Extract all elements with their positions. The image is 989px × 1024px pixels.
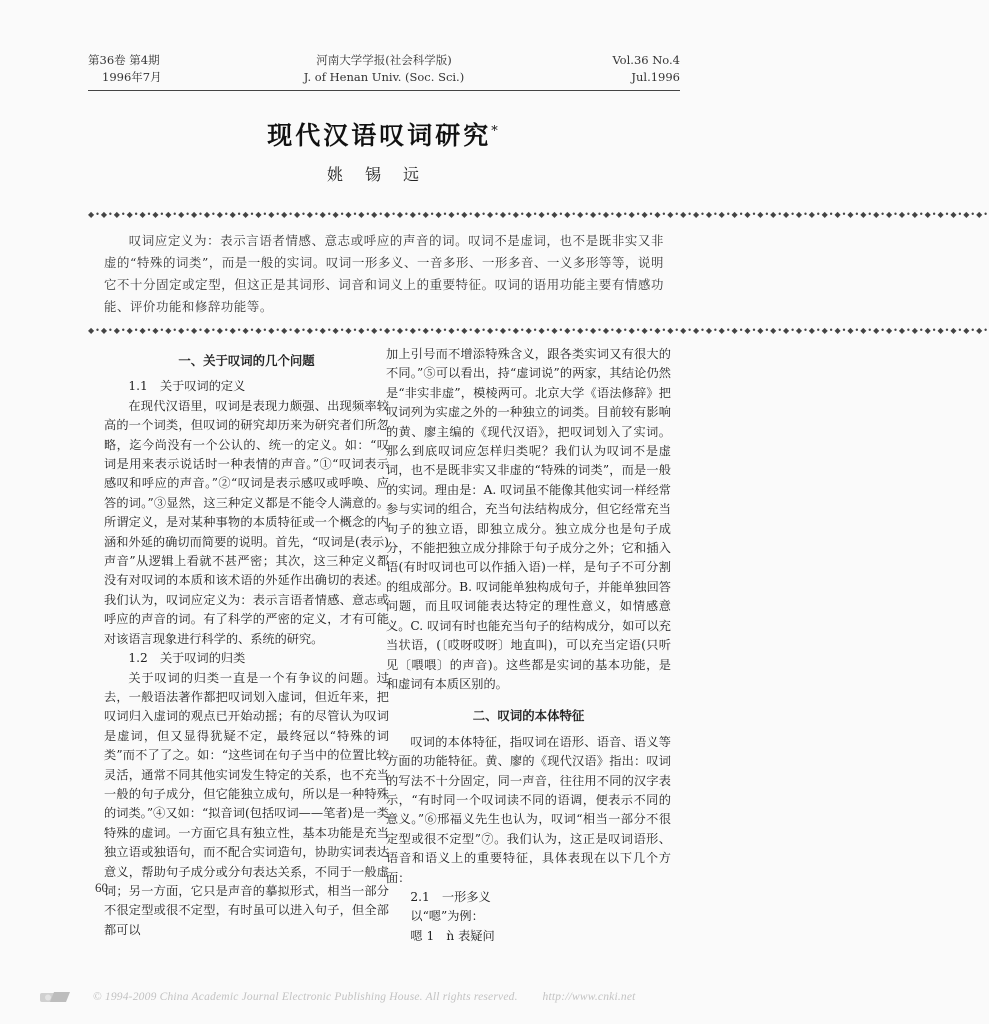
running-header [88,52,680,92]
subsection-heading-2-1: 2.1 一形多义 [410,889,491,904]
section-heading-2: 二、叹词的本体特征 [472,708,585,724]
page-number: 60 [95,880,108,895]
article-title [0,116,768,152]
section-heading-1: 一、关于叹词的几个问题 [178,353,315,368]
header-rule [88,90,680,91]
left-column [104,345,389,940]
date-en: Jul.1996 [631,70,680,84]
subsection-heading-1-2: 1.2 关于叹词的归类 [128,651,246,666]
title-text: 现代汉语叹词研究 [267,121,492,150]
header-right [612,52,680,86]
subsection-heading-1-1: 1.1 关于叹词的定义 [128,379,246,394]
cnki-logo-icon [40,990,74,1004]
journal-name-cn: 河南大学学报(社会科学版) [316,53,452,67]
abstract-text: 叹词应定义为：表示言语者情感、意志或呼应的声音的词。叹词不是虚词，也不是既非实又非虚的“特殊的词类”，而是一般的实词。叹词一形多义、一音多形、一形多音、一义多形等等，说明它不十分固定或定型，但这正是其词形、词音和词义上的重要特征。叹词的语用功能主要有情感功能、评价功能和修辞功能等。 [104,233,664,314]
journal-name-en: J. of Henan Univ. (Soc. Sci.) [303,70,465,84]
paragraph-continued: 加上引号而不增添特殊含义，跟各类实词又有很大的不同。”⑤可以看出，持“虚词说”的两家，其结论仍然是“非实非虚”，模棱两可。北京大学《语法修辞》把叹词列为实虚之外的一种独立的词类。目前较有影响的黄、廖主编的《现代汉语》，把叹词划入了实词。那么到底叹词应怎样归类呢？我们认为叹词不是虚词，也不是既非实又非虚的“特殊的词类”，而是一般的实词。理由是：A. 叹词虽不能像其他实词一样经常参与实词的组合，充当句法结构成分，但它经常充当句子的独立语，即独立成分。独立成分也是句子成分，不能把独立成分排除于句子成分之外；它和插入语(有时叹词也可以作插入语)一样，是句子不可分割的组成部分。B. 叹词能单独构成句子，并能单独回答问题，而且叹词能表达特定的理性意义，如情感意义。C. 叹词有时也能充当句子的结构成分，如可以充当状语，(〔哎呀哎呀〕地直叫)，可以充当定语(只听见〔喂喂〕的声音)。这些都是实词的基本功能，是和虚词有本质区别的。 [386,347,671,691]
author-name: 姚锡远 [326,165,441,184]
volume-issue-en: Vol.36 No.4 [612,53,680,67]
title-footnote-mark: * [491,124,501,139]
paragraph-classification: 关于叹词的归类一直是一个有争议的问题。过去，一般语法著作都把叹词划入虚词，但近年来，把叹词归入虚词的观点已开始动摇；有的尽管认为叹词是虚词，但又显得犹疑不定，最终冠以“特殊的词类”而不了了之。如：“这些词在句子当中的位置比较灵活，通常不同其他实词发生特定的关系，也不充当一般的句子成分，但它能独立成句，所以是一种特殊的词类。”④又如：“拟音词(包括叹词——笔者)是一类特殊的虚词。一方面它具有独立性，基本功能是充当独立语或独语句，而不配合实词造句，协助实词表达意义，帮助句子成分或分句表达关系，不同于一般虚词；另一方面，它只是声音的摹拟形式，相当一部分不很定型或很不定型，有时虽可以进入句子，但全部都可以 [104,670,389,937]
example-intro: 以“嗯”为例： [410,909,484,924]
example-item-1: 嗯 1 ǹ 表疑问 [410,928,495,943]
ornament-rule-bottom: ◆•◆•◆•◆•◆•◆•◆•◆•◆•◆•◆•◆•◆•◆•◆•◆•◆•◆•◆•◆•◆•◆•◆•◆•◆•◆•◆•◆•◆•◆•◆•◆•◆•◆•◆•◆•◆•◆•◆•◆•◆•◆•◆•◆•◆•◆•◆•◆•◆•◆•◆•◆•◆•◆•◆•◆•◆•◆•◆•◆•◆•◆•◆•◆•◆•◆•◆•◆•◆•◆• [88,326,989,335]
ornament-rule-top: ◆•◆•◆•◆•◆•◆•◆•◆•◆•◆•◆•◆•◆•◆•◆•◆•◆•◆•◆•◆•◆•◆•◆•◆•◆•◆•◆•◆•◆•◆•◆•◆•◆•◆•◆•◆•◆•◆•◆•◆•◆•◆•◆•◆•◆•◆•◆•◆•◆•◆•◆•◆•◆•◆•◆•◆•◆•◆•◆•◆•◆•◆•◆•◆•◆•◆•◆•◆•◆•◆• [88,210,989,219]
date-cn: 1996年7月 [102,70,162,84]
right-column [386,345,671,946]
abstract [104,230,664,318]
copyright-text: © 1994-2009 China Academic Journal Electronic Publishing House. All rights reserved. [92,991,518,1003]
volume-issue-cn: 第36卷 第4期 [88,53,160,67]
paragraph-features: 叹词的本体特征，指叹词在语形、语音、语义等方面的功能特征。黄、廖的《现代汉语》指出：叹词的写法不十分固定，同一声音，往往用不同的汉字表示，“有时同一个叹词读不同的语调，便表示不同的意义。”⑥邢福义先生也认为，叹词“相当一部分不很定型或很不定型”⑦。我们认为，这正是叹词语形、语音和语义上的重要特征，具体表现在以下几个方面： [386,734,671,885]
copyright-footer [40,990,730,1012]
cnki-link[interactable]: http://www.cnki.net [542,991,636,1003]
header-center [88,52,680,86]
paragraph-definition: 在现代汉语里，叹词是表现力颇强、出现频率较高的一个词类，但叹词的研究却历来为研究者们所忽略，迄今尚没有一个公认的、统一的定义。如：“叹词是用来表示说话时一种表情的声音。”①“叹词表示感叹和呼应的声音。”②“叹词是表示感叹或呼唤、应答的词。”③显然，这三种定义都是不能令人满意的。所谓定义，是对某种事物的本质特征或一个概念的内涵和外延的确切而简要的说明。首先，“叹词是(表示)声音”从逻辑上看就不甚严密；其次，这三种定义都没有对叹词的本质和该术语的外延作出确切的表述。我们认为，叹词应定义为：表示言语者情感、意志或呼应的声音的词。有了科学的严密的定义，才有可能对该语言现象进行科学的、系统的研究。 [104,398,389,646]
